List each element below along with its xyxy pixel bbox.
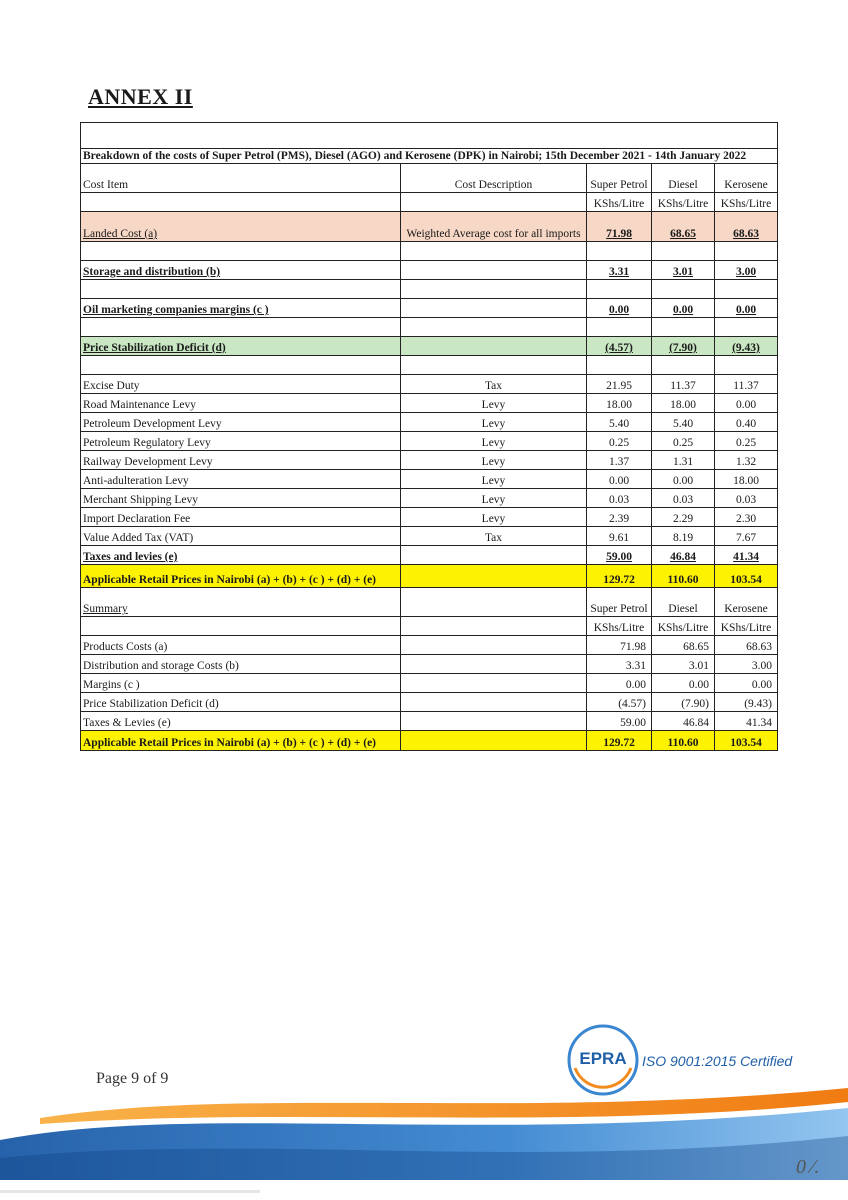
tax-kerosene: 0.03 [715,489,778,508]
landed-cost-description: Weighted Average cost for all imports [401,212,587,242]
tax-label: Anti-adulteration Levy [81,470,401,489]
summary-unit-label: KShs/Litre [587,617,652,636]
omc-petrol: 0.00 [587,299,652,318]
summary-kerosene: (9.43) [715,693,778,712]
tax-row [81,394,778,413]
retail-price-diesel: 110.60 [652,565,715,588]
tax-row [81,375,778,394]
tax-petrol: 0.00 [587,470,652,489]
tax-kerosene: 0.40 [715,413,778,432]
summary-diesel: 68.65 [652,636,715,655]
tax-row [81,508,778,527]
tax-description: Levy [401,470,587,489]
tax-label: Import Declaration Fee [81,508,401,527]
storage-kerosene: 3.00 [715,261,778,280]
summary-kerosene: 0.00 [715,674,778,693]
summary-label: Margins (c ) [81,674,401,693]
taxes-total-label: Taxes and levies (e) [81,546,401,565]
tax-row [81,432,778,451]
psd-diesel: (7.90) [652,337,715,356]
summary-petrol: 0.00 [587,674,652,693]
retail-price-petrol: 129.72 [587,565,652,588]
tax-description: Levy [401,413,587,432]
summary-row [81,655,778,674]
retail-price-label: Applicable Retail Prices in Nairobi (a) + (b) + (c ) + (d) + (e) [81,565,401,588]
landed-cost-kerosene: 68.63 [715,212,778,242]
tax-rows [81,375,778,546]
tax-row [81,470,778,489]
summary-row [81,693,778,712]
tax-diesel: 2.29 [652,508,715,527]
psd-petrol: (4.57) [587,337,652,356]
storage-diesel: 3.01 [652,261,715,280]
summary-row [81,674,778,693]
summary-petrol: (4.57) [587,693,652,712]
taxes-total-kerosene: 41.34 [715,546,778,565]
tax-petrol: 1.37 [587,451,652,470]
footer-wave-graphic [0,1080,848,1180]
tax-description: Levy [401,508,587,527]
tax-diesel: 0.00 [652,470,715,489]
tax-label: Value Added Tax (VAT) [81,527,401,546]
svg-text:EPRA: EPRA [579,1049,627,1068]
summary-petrol: 3.31 [587,655,652,674]
unit-label: KShs/Litre [652,193,715,212]
summary-description [401,674,587,693]
summary-label: Price Stabilization Deficit (d) [81,693,401,712]
tax-petrol: 5.40 [587,413,652,432]
header-cost-item: Cost Item [81,164,401,193]
summary-petrol: 71.98 [587,636,652,655]
tax-kerosene: 2.30 [715,508,778,527]
tax-petrol: 18.00 [587,394,652,413]
psd-label: Price Stabilization Deficit (d) [81,337,401,356]
summary-retail-petrol: 129.72 [587,731,652,751]
summary-description [401,655,587,674]
epra-logo [567,1024,639,1096]
tax-kerosene: 11.37 [715,375,778,394]
landed-cost-petrol: 71.98 [587,212,652,242]
retail-price-kerosene: 103.54 [715,565,778,588]
psd-kerosene: (9.43) [715,337,778,356]
tax-petrol: 0.25 [587,432,652,451]
summary-row [81,636,778,655]
summary-rows [81,636,778,731]
tax-kerosene: 1.32 [715,451,778,470]
summary-unit-label: KShs/Litre [715,617,778,636]
taxes-total-petrol: 59.00 [587,546,652,565]
storage-label: Storage and distribution (b) [81,261,401,280]
tax-label: Merchant Shipping Levy [81,489,401,508]
tax-diesel: 0.25 [652,432,715,451]
tax-label: Railway Development Levy [81,451,401,470]
summary-header-diesel: Diesel [652,588,715,617]
header-kerosene: Kerosene [715,164,778,193]
tax-description: Levy [401,432,587,451]
tax-petrol: 9.61 [587,527,652,546]
tax-kerosene: 0.00 [715,394,778,413]
summary-header-super-petrol: Super Petrol [587,588,652,617]
tax-row [81,451,778,470]
summary-label: Summary [81,588,401,617]
summary-diesel: 46.84 [652,712,715,731]
table-caption: Breakdown of the costs of Super Petrol (PMS), Diesel (AGO) and Kerosene (DPK) in Nairobi; 15th December 2021 - 14th January 2022 [81,149,778,164]
omc-margins-label: Oil marketing companies margins (c ) [81,299,401,318]
summary-diesel: 0.00 [652,674,715,693]
omc-diesel: 0.00 [652,299,715,318]
scan-edge [0,1190,260,1193]
summary-label: Taxes & Levies (e) [81,712,401,731]
tax-description: Levy [401,394,587,413]
omc-kerosene: 0.00 [715,299,778,318]
tax-description: Tax [401,527,587,546]
page-number: Page 9 of 9 [96,1070,169,1087]
tax-kerosene: 18.00 [715,470,778,489]
tax-row [81,527,778,546]
tax-kerosene: 7.67 [715,527,778,546]
header-cost-description: Cost Description [401,164,587,193]
summary-kerosene: 68.63 [715,636,778,655]
summary-row [81,712,778,731]
tax-label: Petroleum Development Levy [81,413,401,432]
summary-retail-kerosene: 103.54 [715,731,778,751]
header-diesel: Diesel [652,164,715,193]
summary-petrol: 59.00 [587,712,652,731]
landed-cost-diesel: 68.65 [652,212,715,242]
annex-title: ANNEX II [88,84,193,109]
landed-cost-label: Landed Cost (a) [81,212,401,242]
tax-diesel: 1.31 [652,451,715,470]
tax-kerosene: 0.25 [715,432,778,451]
tax-label: Road Maintenance Levy [81,394,401,413]
iso-certification-text: ISO 9001:2015 Certified [642,1053,793,1069]
tax-petrol: 21.95 [587,375,652,394]
summary-header-kerosene: Kerosene [715,588,778,617]
summary-description [401,636,587,655]
unit-label: KShs/Litre [715,193,778,212]
tax-description: Levy [401,489,587,508]
unit-label: KShs/Litre [587,193,652,212]
tax-diesel: 0.03 [652,489,715,508]
tax-petrol: 2.39 [587,508,652,527]
tax-label: Petroleum Regulatory Levy [81,432,401,451]
handwritten-mark: 0 ⁄. [796,1156,820,1178]
storage-petrol: 3.31 [587,261,652,280]
tax-row [81,413,778,432]
summary-diesel: 3.01 [652,655,715,674]
summary-diesel: (7.90) [652,693,715,712]
tax-diesel: 11.37 [652,375,715,394]
summary-unit-label: KShs/Litre [652,617,715,636]
summary-retail-label: Applicable Retail Prices in Nairobi (a) + (b) + (c ) + (d) + (e) [81,731,401,751]
header-super-petrol: Super Petrol [587,164,652,193]
summary-label: Products Costs (a) [81,636,401,655]
tax-row [81,489,778,508]
tax-diesel: 18.00 [652,394,715,413]
tax-petrol: 0.03 [587,489,652,508]
summary-kerosene: 41.34 [715,712,778,731]
summary-retail-diesel: 110.60 [652,731,715,751]
tax-description: Levy [401,451,587,470]
summary-description [401,712,587,731]
summary-label: Distribution and storage Costs (b) [81,655,401,674]
tax-diesel: 8.19 [652,527,715,546]
cost-breakdown-table [80,122,778,751]
tax-diesel: 5.40 [652,413,715,432]
tax-label: Excise Duty [81,375,401,394]
summary-description [401,693,587,712]
taxes-total-diesel: 46.84 [652,546,715,565]
summary-kerosene: 3.00 [715,655,778,674]
tax-description: Tax [401,375,587,394]
